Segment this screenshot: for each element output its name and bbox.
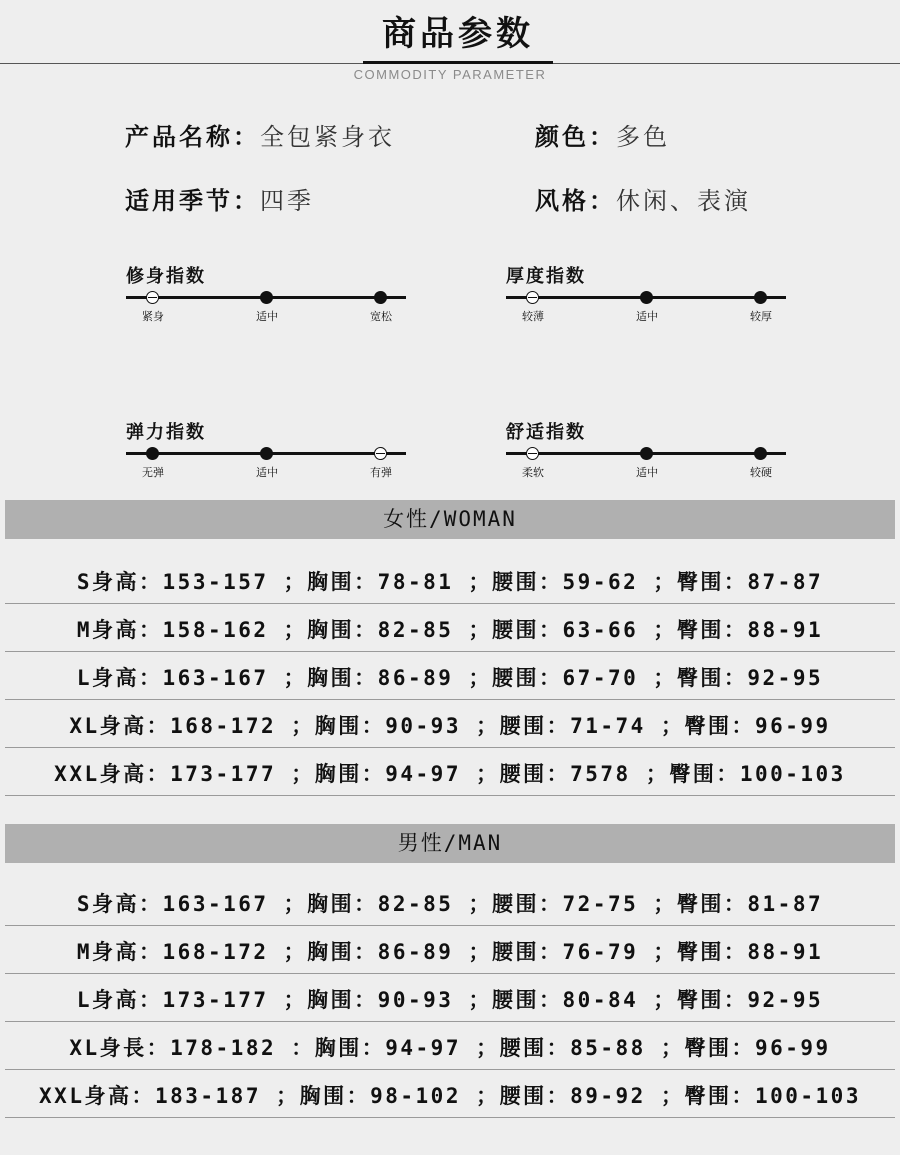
table-row xyxy=(5,1070,895,1118)
size-row-text: XL身長：178-182 ：胸围：94-97 ；腰围：85-88 ；臀围：96-99 xyxy=(69,1036,831,1060)
table-row xyxy=(5,604,895,652)
comfort-index-label: 适中 xyxy=(636,466,658,479)
comfort-index-label: 柔软 xyxy=(522,466,544,479)
thickness-index-label: 较厚 xyxy=(750,310,772,323)
comfort-index-marker xyxy=(754,447,767,460)
season-value: 四季 xyxy=(260,187,314,215)
color-label: 颜色： xyxy=(535,123,616,151)
size-row-text: L身高：163-167 ；胸围：86-89 ；腰围：67-70 ；臀围：92-95 xyxy=(76,666,824,690)
comfort-index-title: 舒适指数 xyxy=(506,422,586,443)
comfort-index-marker xyxy=(640,447,653,460)
fit-index-marker xyxy=(260,291,273,304)
table-row xyxy=(5,748,895,796)
product-name-line xyxy=(125,117,395,152)
elasticity-index-label: 有弹 xyxy=(370,466,392,479)
size-row-text: S身高：163-167 ；胸围：82-85 ；腰围：72-75 ；臀围：81-87 xyxy=(76,892,824,916)
size-row-text: XXL身高：183-187 ；胸围：98-102 ；腰围：89-92 ；臀围：100-103 xyxy=(39,1084,861,1108)
table-row xyxy=(5,878,895,926)
fit-index-label: 宽松 xyxy=(370,310,392,323)
table-row xyxy=(5,652,895,700)
size-row-text: XXL身高：173-177 ；胸围：94-97 ；腰围：7578 ；臀围：100-103 xyxy=(54,762,846,786)
style-label: 风格： xyxy=(535,187,616,215)
fit-index-marker xyxy=(374,291,387,304)
size-row-text: L身高：173-177 ；胸围：90-93 ；腰围：80-84 ；臀围：92-95 xyxy=(76,988,824,1012)
product-name-label: 产品名称： xyxy=(125,123,260,151)
fit-index-label: 紧身 xyxy=(142,310,164,323)
table-row xyxy=(5,1022,895,1070)
table-row xyxy=(5,926,895,974)
page-subtitle: COMMODITY PARAMETER xyxy=(353,67,547,82)
comfort-index-scale xyxy=(506,418,796,488)
table-row xyxy=(5,974,895,1022)
season-label: 适用季节： xyxy=(125,187,260,215)
size-row-text: XL身高：168-172 ；胸围：90-93 ；腰围：71-74 ；臀围：96-99 xyxy=(69,714,831,738)
table-row xyxy=(5,700,895,748)
fit-index-label: 适中 xyxy=(256,310,278,323)
thickness-index-label: 适中 xyxy=(636,310,658,323)
elasticity-index-marker xyxy=(146,447,159,460)
style-value: 休闲、表演 xyxy=(616,187,751,215)
thickness-index-label: 较薄 xyxy=(522,310,544,323)
season-line xyxy=(125,181,314,216)
comfort-index-label: 较硬 xyxy=(750,466,772,479)
table-row xyxy=(5,556,895,604)
thickness-index-marker xyxy=(640,291,653,304)
comfort-index-marker-selected xyxy=(526,447,539,460)
fit-index-scale xyxy=(126,262,416,332)
size-row-text: M身高：158-162 ；胸围：82-85 ；腰围：63-66 ；臀围：88-91 xyxy=(76,618,824,642)
color-line xyxy=(535,117,670,152)
size-row-text: S身高：153-157 ；胸围：78-81 ；腰围：59-62 ；臀围：87-87 xyxy=(76,570,824,594)
man-section-header: 男性/MAN xyxy=(5,824,895,863)
elasticity-index-title: 弹力指数 xyxy=(126,422,206,443)
style-line xyxy=(535,181,751,216)
elasticity-index-marker-selected xyxy=(374,447,387,460)
elasticity-index-label: 适中 xyxy=(256,466,278,479)
color-value: 多色 xyxy=(616,123,670,151)
product-name-value: 全包紧身衣 xyxy=(260,123,395,151)
page-title: 商品参数 xyxy=(363,4,553,64)
elasticity-index-scale xyxy=(126,418,416,488)
elasticity-index-marker xyxy=(260,447,273,460)
fit-index-title: 修身指数 xyxy=(126,266,206,287)
size-row-text: M身高：168-172 ；胸围：86-89 ；腰围：76-79 ；臀围：88-91 xyxy=(76,940,824,964)
thickness-index-marker xyxy=(754,291,767,304)
thickness-index-title: 厚度指数 xyxy=(506,266,586,287)
fit-index-marker-selected xyxy=(146,291,159,304)
thickness-index-scale xyxy=(506,262,796,332)
elasticity-index-label: 无弹 xyxy=(142,466,164,479)
thickness-index-marker-selected xyxy=(526,291,539,304)
woman-section-header: 女性/WOMAN xyxy=(5,500,895,539)
